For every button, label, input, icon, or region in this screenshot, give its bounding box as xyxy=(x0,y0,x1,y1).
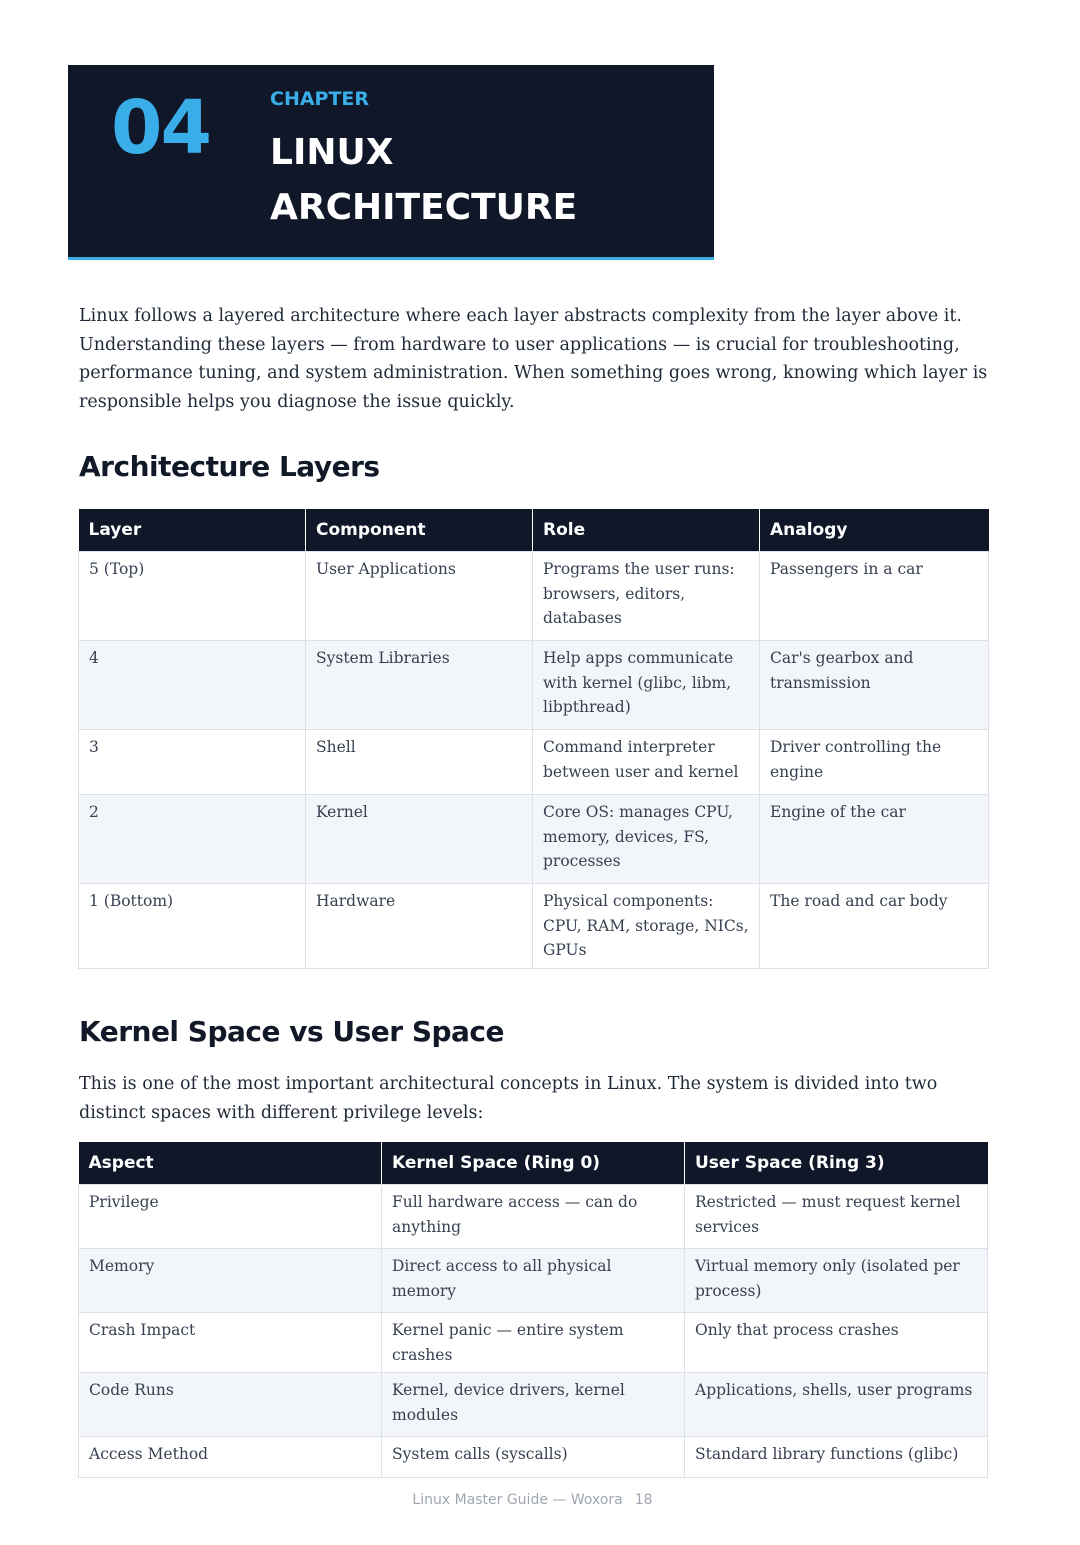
chapter-label: CHAPTER xyxy=(270,88,370,110)
table-row xyxy=(79,795,989,884)
table-cell: 1 (Bottom) xyxy=(79,884,306,969)
column-header: User Space (Ring 3) xyxy=(685,1142,988,1185)
table-cell: Passengers in a car xyxy=(760,552,989,641)
table-row xyxy=(79,1437,988,1478)
table-cell: Kernel panic — entire system crashes xyxy=(382,1313,685,1373)
table-cell: Engine of the car xyxy=(760,795,989,884)
column-header: Layer xyxy=(79,509,306,552)
table-cell: System calls (syscalls) xyxy=(382,1437,685,1478)
table-cell: Driver controlling the engine xyxy=(760,730,989,795)
table-cell: 5 (Top) xyxy=(79,552,306,641)
table-cell: Crash Impact xyxy=(79,1313,382,1373)
section-heading-layers: Architecture Layers xyxy=(79,450,380,483)
layers-table xyxy=(78,509,989,969)
table-cell: Only that process crashes xyxy=(685,1313,988,1373)
table-cell: Memory xyxy=(79,1249,382,1313)
table-cell: Full hardware access — can do anything xyxy=(382,1185,685,1249)
page-number: 18 xyxy=(634,1492,653,1508)
table-row xyxy=(79,1249,988,1313)
chapter-number: 04 xyxy=(111,85,210,171)
chapter-banner xyxy=(68,65,714,260)
table-cell: Kernel xyxy=(306,795,533,884)
chapter-title xyxy=(270,125,700,235)
kernel-intro-paragraph: This is one of the most important architectural concepts in Linux. The system is divided into two distinct spaces with different privilege levels: xyxy=(79,1074,938,1123)
table-row xyxy=(79,1373,988,1437)
column-header: Component xyxy=(306,509,533,552)
footer-text: Linux Master Guide — Woxora xyxy=(412,1492,623,1508)
table-header-row xyxy=(79,509,989,552)
table-cell: Core OS: manages CPU, memory, devices, FS, processes xyxy=(533,795,760,884)
table-cell: 2 xyxy=(79,795,306,884)
table-row xyxy=(79,884,989,969)
table-cell: 3 xyxy=(79,730,306,795)
intro-paragraph: Linux follows a layered architecture where each layer abstracts complexity from the layer above it. Understanding these layers — from hardware to user applications — is crucial for troubleshooting, performance tuning, and system administration. When something goes wrong, knowing which layer is responsible helps you diagnose the issue quickly. xyxy=(79,306,988,412)
table-cell: Shell xyxy=(306,730,533,795)
column-header: Analogy xyxy=(760,509,989,552)
table-cell: Standard library functions (glibc) xyxy=(685,1437,988,1478)
column-header: Aspect xyxy=(79,1142,382,1185)
table-row xyxy=(79,641,989,730)
table-cell: Kernel, device drivers, kernel modules xyxy=(382,1373,685,1437)
chapter-title-line-1: LINUX xyxy=(270,132,394,173)
chapter-title-line-2: ARCHITECTURE xyxy=(270,187,578,228)
table-row xyxy=(79,730,989,795)
table-cell: The road and car body xyxy=(760,884,989,969)
kernel-user-table xyxy=(78,1142,988,1478)
table-cell: 4 xyxy=(79,641,306,730)
table-cell: Hardware xyxy=(306,884,533,969)
table-cell: System Libraries xyxy=(306,641,533,730)
table-header-row xyxy=(79,1142,988,1185)
table-cell: Car's gearbox and transmission xyxy=(760,641,989,730)
column-header: Kernel Space (Ring 0) xyxy=(382,1142,685,1185)
page-footer xyxy=(0,1492,1065,1508)
table-cell: Code Runs xyxy=(79,1373,382,1437)
table-cell: User Applications xyxy=(306,552,533,641)
table-cell: Command interpreter between user and kernel xyxy=(533,730,760,795)
table-cell: Programs the user runs: browsers, editors, databases xyxy=(533,552,760,641)
table-row xyxy=(79,552,989,641)
table-cell: Privilege xyxy=(79,1185,382,1249)
table-row xyxy=(79,1185,988,1249)
column-header: Role xyxy=(533,509,760,552)
section-heading-kernel-user: Kernel Space vs User Space xyxy=(79,1015,505,1048)
table-cell: Physical components: CPU, RAM, storage, NICs, GPUs xyxy=(533,884,760,969)
table-cell: Direct access to all physical memory xyxy=(382,1249,685,1313)
table-cell: Applications, shells, user programs xyxy=(685,1373,988,1437)
table-cell: Restricted — must request kernel services xyxy=(685,1185,988,1249)
table-row xyxy=(79,1313,988,1373)
table-cell: Virtual memory only (isolated per process) xyxy=(685,1249,988,1313)
table-cell: Help apps communicate with kernel (glibc, libm, libpthread) xyxy=(533,641,760,730)
table-cell: Access Method xyxy=(79,1437,382,1478)
